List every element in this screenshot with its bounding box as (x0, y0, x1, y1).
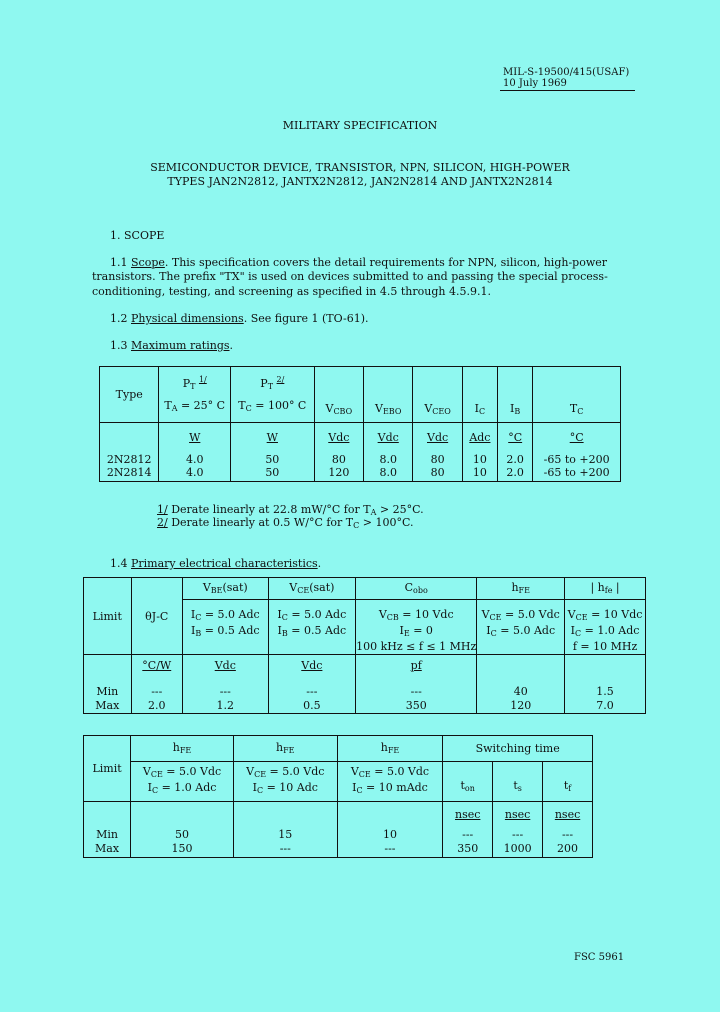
hfe-header-2: $h_{FE}$ (233, 736, 337, 762)
limit-header: Limit (84, 578, 132, 655)
cell: --- (131, 685, 182, 699)
table-row (84, 699, 646, 714)
paragraph-1-1-line-1 (110, 256, 607, 269)
tc-header: $T_C$ (533, 367, 621, 423)
cell: 10 (337, 828, 443, 842)
unit-cell: Vdc (314, 423, 363, 453)
cell: 80 (413, 466, 462, 482)
max-label: Max (84, 699, 132, 714)
vce-header: $V_{CE}(sat)$ (268, 578, 356, 600)
doc-id: MIL-S-19500/415(USAF) (503, 67, 630, 78)
footnote-mark: 1/ (157, 503, 168, 516)
ton-header: $t_{on}$ (443, 762, 493, 802)
ta-condition: $T_A = 25^\circ$ C (159, 393, 231, 423)
cobo-conditions: $V_{CB} = 10$ Vdc $I_E = 0$ 100 kHz ≤ f ≤ 1 MHz (356, 600, 477, 655)
cell: 2N2812 (100, 453, 159, 466)
cell: 1000 (493, 842, 543, 858)
vceo-header: $V_{CEO}$ (413, 367, 462, 423)
cell: 350 (356, 699, 477, 714)
para-text: . (317, 557, 322, 570)
pt-header-1: $P_T$ $^{1/}$ (159, 367, 231, 393)
cell: 120 (477, 699, 565, 714)
footnote-1: 1/ Derate linearly at 22.8 mW/°C for $T_A > 25^\circ C$. (157, 503, 424, 517)
cell: 50 (231, 453, 315, 466)
footer-fsc: FSC 5961 (574, 952, 625, 963)
cell: --- (543, 828, 593, 842)
cell: --- (337, 842, 443, 858)
ic-header: $I_C$ (462, 367, 497, 423)
table-row (100, 453, 621, 466)
table-units-row (84, 802, 593, 828)
paragraph-1-2 (110, 312, 369, 325)
paragraph-1-1-line-2: transistors. The prefix "TX" is used on devices submitted to and passing the special process- (92, 270, 608, 283)
ts-header: $t_s$ (493, 762, 543, 802)
unit-cell (100, 423, 159, 453)
unit-cell (337, 802, 443, 828)
vbe-conditions: $I_C = 5.0$ Adc $I_B = 0.5$ Adc (182, 600, 268, 655)
section-scope-heading: 1. SCOPE (110, 229, 165, 242)
para-number: 1.2 (110, 312, 128, 325)
unit-cell: °C (498, 423, 533, 453)
cell: 15 (233, 828, 337, 842)
para-text: . This specification covers the detail requirements for NPN, silicon, high-power (164, 256, 608, 269)
cell: 200 (543, 842, 593, 858)
unit-cell: Vdc (182, 655, 268, 685)
hfe-header: $h_{FE}$ (477, 578, 565, 600)
para-heading: Maximum ratings (131, 339, 230, 352)
cell: 120 (314, 466, 363, 482)
unit-cell (84, 655, 132, 685)
paragraph-1-3 (110, 339, 233, 352)
unit-cell: °C/W (131, 655, 182, 685)
tf-header: $t_f$ (543, 762, 593, 802)
table-row (84, 828, 593, 842)
cell: 7.0 (565, 699, 646, 714)
cobo-header: $C_{obo}$ (356, 578, 477, 600)
pt-header-2: $P_T$ $^{2/}$ (231, 367, 315, 393)
cell: 0.5 (268, 699, 356, 714)
cell: -65 to +200 (533, 453, 621, 466)
cell: --- (493, 828, 543, 842)
table-row (100, 466, 621, 482)
unit-cell: Vdc (413, 423, 462, 453)
unit-cell (84, 802, 131, 828)
cell: 350 (443, 842, 493, 858)
cell: 80 (413, 453, 462, 466)
hfe-header-3: $h_{FE}$ (337, 736, 443, 762)
para-heading: Physical dimensions (131, 312, 244, 325)
cell: 80 (314, 453, 363, 466)
footnote-2: 2/ Derate linearly at 0.5 W/°C for $T_C > 100^\circ C$. (157, 516, 414, 530)
type-header: Type (100, 367, 159, 423)
unit-cell: Vdc (364, 423, 413, 453)
vcbo-header: $V_{CBO}$ (314, 367, 363, 423)
cell: 8.0 (364, 453, 413, 466)
para-text: . See figure 1 (TO-61). (243, 312, 369, 325)
table-header-row (84, 578, 646, 600)
table-row (84, 685, 646, 699)
cell: 150 (131, 842, 234, 858)
cell: 50 (131, 828, 234, 842)
header-rule (500, 90, 635, 91)
cell: 10 (462, 453, 497, 466)
unit-cell: nsec (493, 802, 543, 828)
footnote-mark: 2/ (157, 516, 168, 529)
hfe-header-1: $h_{FE}$ (131, 736, 234, 762)
hfe-conditions: $V_{CE} = 5.0$ Vdc $I_C = 5.0$ Adc (477, 600, 565, 655)
subtitle-line-2: TYPES JAN2N2812, JANTX2N2812, JAN2N2814 AND JANTX2N2814 (167, 175, 553, 188)
unit-cell: Adc (462, 423, 497, 453)
electrical-characteristics-table (83, 577, 646, 714)
table-row (84, 842, 593, 858)
unit-cell: Vdc (268, 655, 356, 685)
cell: 50 (231, 466, 315, 482)
limit-header: Limit (84, 736, 131, 802)
table-units-row (84, 655, 646, 685)
para-number: 1.4 (110, 557, 128, 570)
subtitle-line-1: SEMICONDUCTOR DEVICE, TRANSISTOR, NPN, SILICON, HIGH-POWER (150, 161, 570, 174)
para-text: . (229, 339, 234, 352)
hfe-conditions-2: $V_{CE} = 5.0$ Vdc $I_C = 10$ Adc (233, 762, 337, 802)
max-label: Max (84, 842, 131, 858)
cell: 40 (477, 685, 565, 699)
min-label: Min (84, 828, 131, 842)
unit-cell: nsec (443, 802, 493, 828)
hfe-switching-table (83, 735, 593, 858)
unit-cell: pf (356, 655, 477, 685)
cell: 2.0 (131, 699, 182, 714)
unit-cell: W (231, 423, 315, 453)
paragraph-1-1-line-3: conditioning, testing, and screening as specified in 4.5 through 4.5.9.1. (92, 285, 491, 298)
unit-cell: W (159, 423, 231, 453)
unit-cell: nsec (543, 802, 593, 828)
table-header-row (100, 367, 621, 393)
cell: 10 (462, 466, 497, 482)
cell: 8.0 (364, 466, 413, 482)
table-header-row (84, 736, 593, 762)
unit-cell (131, 802, 234, 828)
min-label: Min (84, 685, 132, 699)
tc-condition: $T_C = 100^\circ$ C (231, 393, 315, 423)
cell: --- (356, 685, 477, 699)
cell: -65 to +200 (533, 466, 621, 482)
cell: --- (443, 828, 493, 842)
unit-cell (233, 802, 337, 828)
max-ratings-table (99, 366, 621, 482)
para-number: 1.1 (110, 256, 128, 269)
cell: 4.0 (159, 453, 231, 466)
table-condition-row (84, 762, 593, 802)
cell: 1.2 (182, 699, 268, 714)
para-number: 1.3 (110, 339, 128, 352)
cell: --- (182, 685, 268, 699)
hfe-conditions-1: $V_{CE} = 5.0$ Vdc $I_C = 1.0$ Adc (131, 762, 234, 802)
page-title: MILITARY SPECIFICATION (282, 119, 438, 132)
doc-date: 10 July 1969 (503, 78, 567, 89)
unit-cell (477, 655, 565, 685)
cell: 4.0 (159, 466, 231, 482)
unit-cell: °C (533, 423, 621, 453)
switching-time-header: Switching time (443, 736, 593, 762)
hfe-small-signal-conditions: $V_{CE} = 10$ Vdc $I_C = 1.0$ Adc f = 10 MHz (565, 600, 646, 655)
cell: --- (268, 685, 356, 699)
hfe-conditions-3: $V_{CE} = 5.0$ Vdc $I_C = 10$ mAdc (337, 762, 443, 802)
table-units-row (100, 423, 621, 453)
unit-cell (565, 655, 646, 685)
para-heading: Scope (131, 256, 165, 269)
cell: 2N2814 (100, 466, 159, 482)
cell: 1.5 (565, 685, 646, 699)
cell: 2.0 (498, 453, 533, 466)
theta-header: θJ-C (131, 578, 182, 655)
vce-conditions: $I_C = 5.0$ Adc $I_B = 0.5$ Adc (268, 600, 356, 655)
cell: 2.0 (498, 466, 533, 482)
para-heading: Primary electrical characteristics (131, 557, 318, 570)
vbe-header: $V_{BE}(sat)$ (182, 578, 268, 600)
vebo-header: $V_{EBO}$ (364, 367, 413, 423)
hfe-small-signal-header: | $h_{fe}$ | (565, 578, 646, 600)
ib-header: $I_B$ (498, 367, 533, 423)
cell: --- (233, 842, 337, 858)
paragraph-1-4 (110, 557, 321, 570)
